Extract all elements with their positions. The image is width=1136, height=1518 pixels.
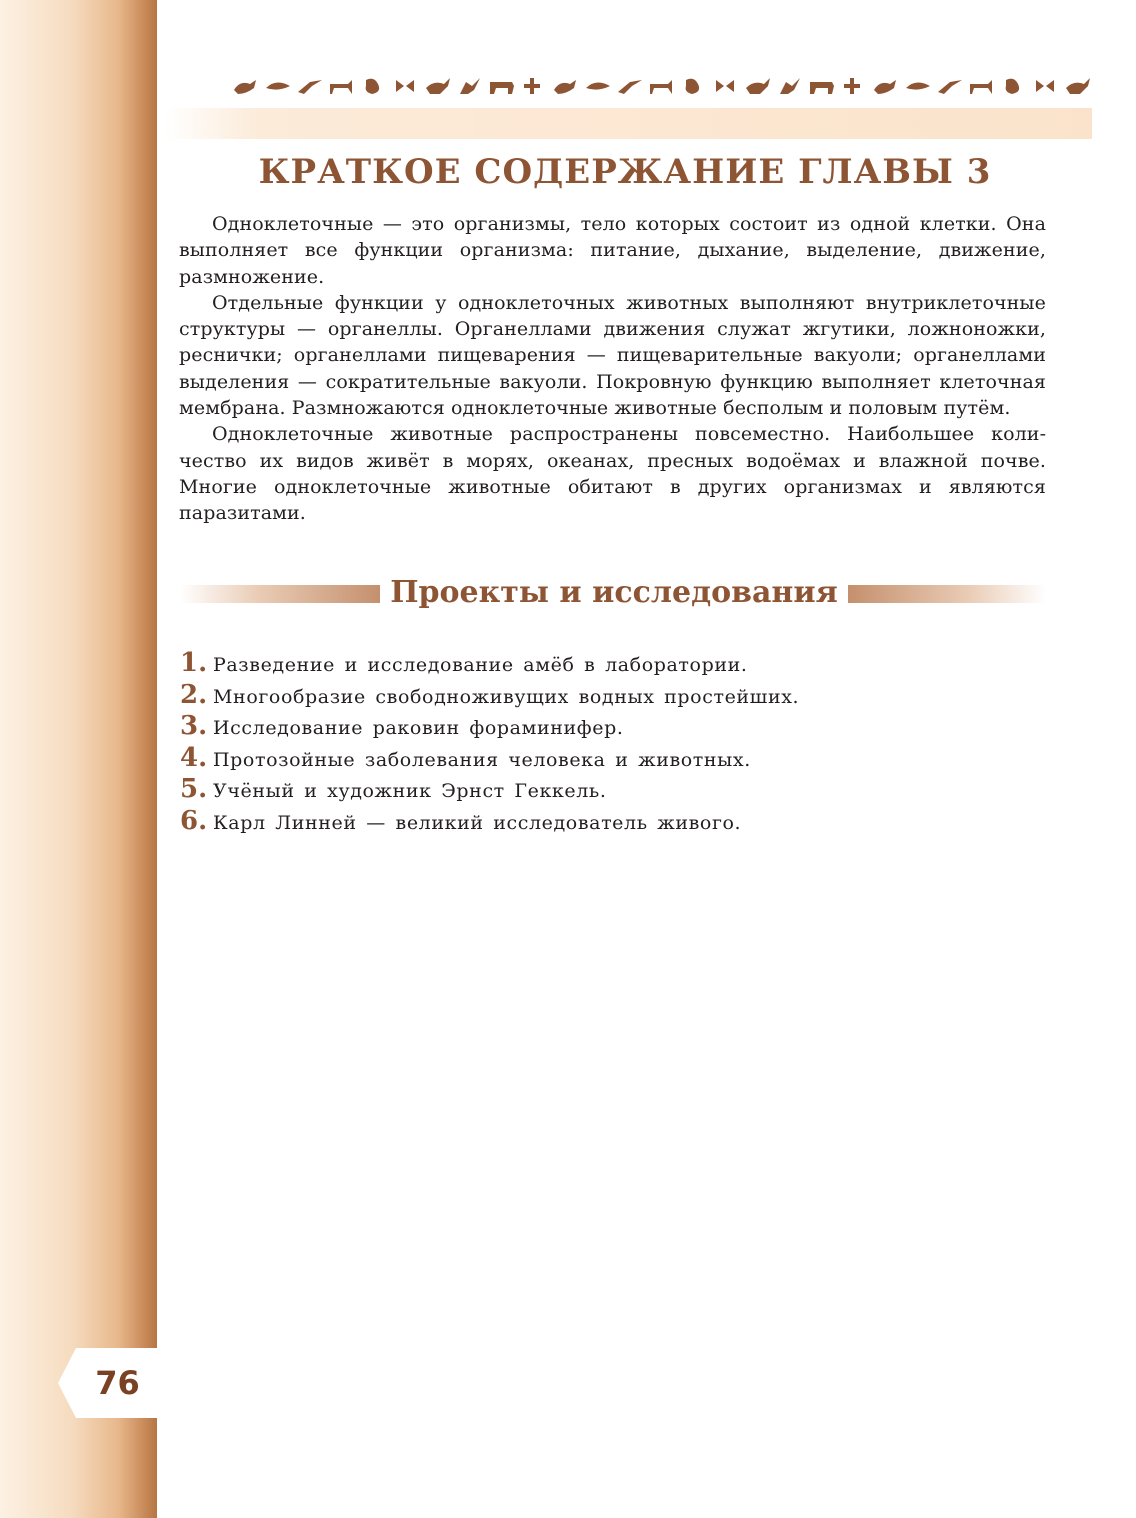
projects-list: [180, 648, 1040, 838]
animal-silhouette-shape: [460, 78, 480, 94]
animal-silhouette-icon: [426, 78, 450, 94]
item-number: 5.: [180, 774, 208, 805]
list-item: [180, 648, 1040, 680]
animal-silhouette-icon: [298, 80, 322, 94]
animal-silhouette-shape: [844, 78, 860, 94]
animal-silhouette-shape: [686, 79, 706, 94]
animal-silhouette-shape: [234, 80, 256, 94]
item-number: 1.: [180, 648, 208, 678]
animal-silhouette-icon: [906, 78, 932, 90]
side-margin-band: [0, 0, 157, 1518]
item-text: Карл Линней — великий исследователь живого.: [213, 811, 742, 834]
animal-silhouette-icon: [396, 80, 414, 92]
list-item: [180, 711, 1040, 743]
animal-silhouette-shape: [970, 80, 992, 94]
item-text: Учёный и художник Эрнст Геккель.: [213, 780, 607, 803]
summary-paragraph: Одноклеточные животные распространены повсеместно. Наибольшее количество их видов живёт в морях, океанах, пресных водоёмах и влажной почве. Многие одноклеточные животные обитают в других организмах и являются паразитами.: [179, 423, 1046, 525]
animal-silhouette-shape: [524, 78, 540, 94]
page-number-tab: [58, 1348, 157, 1418]
list-item: [180, 774, 1040, 806]
projects-title: Проекты и исследования: [390, 575, 838, 610]
animal-silhouette-shape: [366, 79, 386, 94]
animal-silhouette-icon: [366, 79, 386, 94]
animal-silhouette-icon: [686, 79, 706, 94]
item-number: 4.: [180, 742, 208, 773]
summary-paragraph: Одноклеточные — это организмы, тело которых состоит из одной клетки. Она выполняет все функции организма: питание, дыхание, выделение, движение, размножение.: [179, 213, 1046, 288]
animal-silhouette-icon: [1066, 78, 1090, 94]
animal-silhouette-shape: [298, 80, 322, 94]
animal-silhouette-icon: [490, 82, 514, 94]
animal-silhouette-shape: [426, 78, 450, 94]
animal-silhouette-shape: [716, 80, 734, 92]
animal-silhouette-icon: [266, 78, 292, 90]
animal-silhouette-icon: [650, 80, 672, 94]
animal-silhouette-shape: [810, 82, 834, 94]
animal-silhouette-icon: [554, 80, 576, 94]
animal-silhouette-icon: [938, 80, 962, 94]
animal-silhouette-icon: [1006, 79, 1026, 94]
animal-silhouettes-border: [232, 74, 1092, 100]
animal-silhouette-icon: [810, 82, 834, 94]
animal-silhouette-icon: [524, 78, 540, 94]
animal-silhouette-shape: [586, 78, 612, 90]
item-number: 6.: [180, 805, 208, 836]
animal-silhouette-icon: [780, 78, 800, 94]
animal-silhouette-shape: [266, 78, 292, 90]
animal-silhouette-icon: [330, 80, 352, 94]
animal-silhouette-shape: [874, 80, 896, 94]
animal-silhouette-icon: [844, 78, 860, 94]
animal-silhouette-shape: [1036, 80, 1054, 92]
animal-silhouette-shape: [938, 80, 962, 94]
animal-silhouette-shape: [780, 78, 800, 94]
animal-silhouette-icon: [874, 80, 896, 94]
animal-silhouette-shape: [650, 80, 672, 94]
summary-paragraph: Отдельные функции у одноклеточных животных выполняют внутриклеточные структуры — органеллы. Органеллами движения служат жгутики, ложноножки, реснички; органеллами пищеварения — пищеварительные вакуоли; органеллами выделения — сократительные вакуоли. Покровную функцию выполняет клеточная мембрана. Размножаются одноклеточные животные бесполым и половым путём.: [179, 291, 1046, 420]
item-number: 2.: [180, 679, 208, 710]
animal-silhouette-shape: [330, 80, 352, 94]
animal-silhouette-icon: [1036, 80, 1054, 92]
animal-silhouette-icon: [746, 78, 770, 94]
list-item: [180, 743, 1040, 775]
animal-silhouette-shape: [906, 78, 932, 90]
list-item: [180, 680, 1040, 712]
animal-silhouette-icon: [716, 80, 734, 92]
animal-silhouette-icon: [234, 80, 256, 94]
animal-silhouette-shape: [554, 80, 576, 94]
animal-silhouette-icon: [970, 80, 992, 94]
animal-silhouette-icon: [460, 78, 480, 94]
animal-silhouette-shape: [490, 82, 514, 94]
heading-rule-right: [848, 585, 1046, 603]
item-text: Многообразие свободноживущих водных простейших.: [213, 685, 800, 708]
item-number: 3.: [180, 711, 208, 742]
animal-silhouette-shape: [396, 80, 414, 92]
projects-heading: [180, 571, 1046, 615]
heading-rule-left: [180, 585, 380, 603]
animal-silhouette-shape: [618, 80, 642, 94]
item-text: Исследование раковин фораминифер.: [213, 717, 624, 740]
animal-icon-row: [232, 74, 1092, 100]
header-band: [165, 108, 1092, 139]
animal-silhouette-shape: [1066, 78, 1090, 94]
animal-silhouette-icon: [586, 78, 612, 90]
chapter-title: КРАТКОЕ СОДЕРЖАНИЕ ГЛАВЫ 3: [258, 152, 992, 192]
item-text: Разведение и исследование амёб в лаборатории.: [213, 654, 748, 676]
chapter-summary: [179, 211, 1046, 527]
animal-silhouette-shape: [1006, 79, 1026, 94]
page-number: 76: [95, 1364, 140, 1402]
animal-silhouette-icon: [618, 80, 642, 94]
animal-silhouette-shape: [746, 78, 770, 94]
list-item: [180, 806, 1040, 838]
item-text: Протозойные заболевания человека и животных.: [213, 748, 751, 771]
